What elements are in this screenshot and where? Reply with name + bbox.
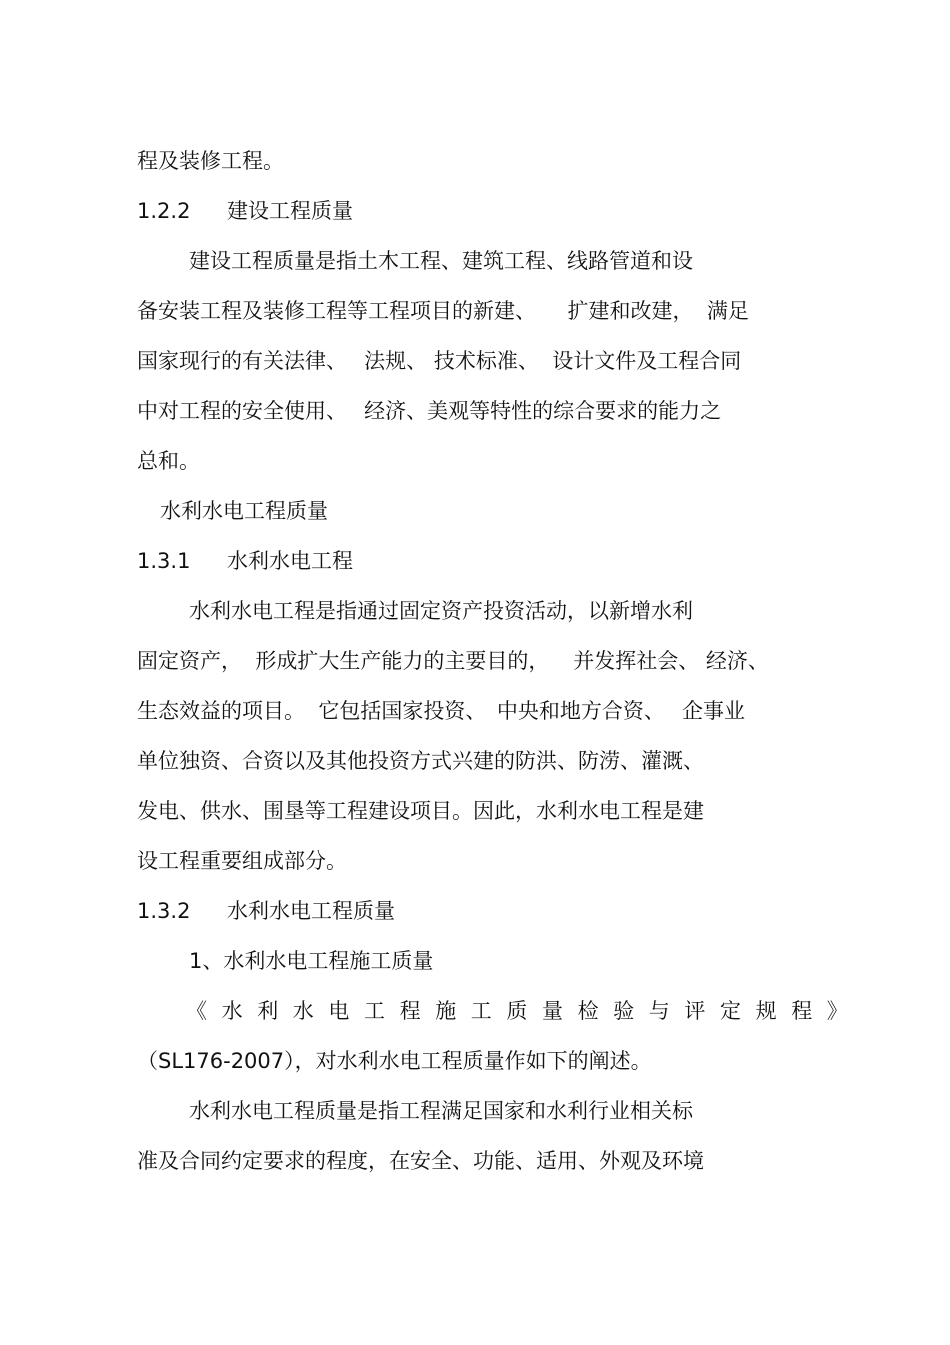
paragraph-line: 总和。 xyxy=(137,449,200,473)
section-heading-1-3-1 xyxy=(137,546,353,576)
paragraph-line: 发电、供水、围垦等工程建设项目。因此，水利水电工程是建 xyxy=(137,799,704,823)
section-title: 建设工程质量 xyxy=(227,199,353,223)
section-number: 1.3.2 xyxy=(137,899,191,923)
subsection-heading: 1、水利水电工程施工质量 xyxy=(189,949,434,973)
section-number: 1.3.1 xyxy=(137,549,191,573)
paragraph-line: 设工程重要组成部分。 xyxy=(137,849,347,873)
paragraph-line: 备安装工程及装修工程等工程项目的新建、 扩建和改建， 满足 xyxy=(137,299,749,323)
paragraph-line: 国家现行的有关法律、 法规、 技术标准、 设计文件及工程合同 xyxy=(137,349,742,373)
section-heading-1-2-2 xyxy=(137,196,353,226)
paragraph-line: 单位独资、合资以及其他投资方式兴建的防洪、防涝、灌溉、 xyxy=(137,749,704,773)
section-title: 水利水电工程质量 xyxy=(227,899,395,923)
paragraph-line: （SL176-2007），对水利水电工程质量作如下的阐述。 xyxy=(137,1049,652,1073)
paragraph-line: 水利水电工程质量是指工程满足国家和水利行业相关标 xyxy=(189,1099,693,1123)
paragraph-line: 水利水电工程是指通过固定资产投资活动，以新增水利 xyxy=(189,599,693,623)
paragraph-line: 固定资产， 形成扩大生产能力的主要目的， 并发挥社会、 经济、 xyxy=(137,649,769,673)
standard-title: 《水利水电工程施工质量检验与评定规程》 xyxy=(186,999,863,1023)
paragraph-line: 准及合同约定要求的程度，在安全、功能、适用、外观及环境 xyxy=(137,1149,704,1173)
section-number: 1.2.2 xyxy=(137,199,191,223)
paragraph-line: 生态效益的项目。 它包括国家投资、 中央和地方合资、 企事业 xyxy=(137,699,746,723)
section-title: 水利水电工程 xyxy=(227,549,353,573)
section-heading-1-3-2 xyxy=(137,896,395,926)
paragraph-line: 中对工程的安全使用、 经济、美观等特性的综合要求的能力之 xyxy=(137,399,722,423)
section-heading-1-3: 水利水电工程质量 xyxy=(160,499,328,523)
paragraph-line: 建设工程质量是指土木工程、建筑工程、线路管道和设 xyxy=(189,249,693,273)
paragraph-line: 程及装修工程。 xyxy=(137,149,284,173)
